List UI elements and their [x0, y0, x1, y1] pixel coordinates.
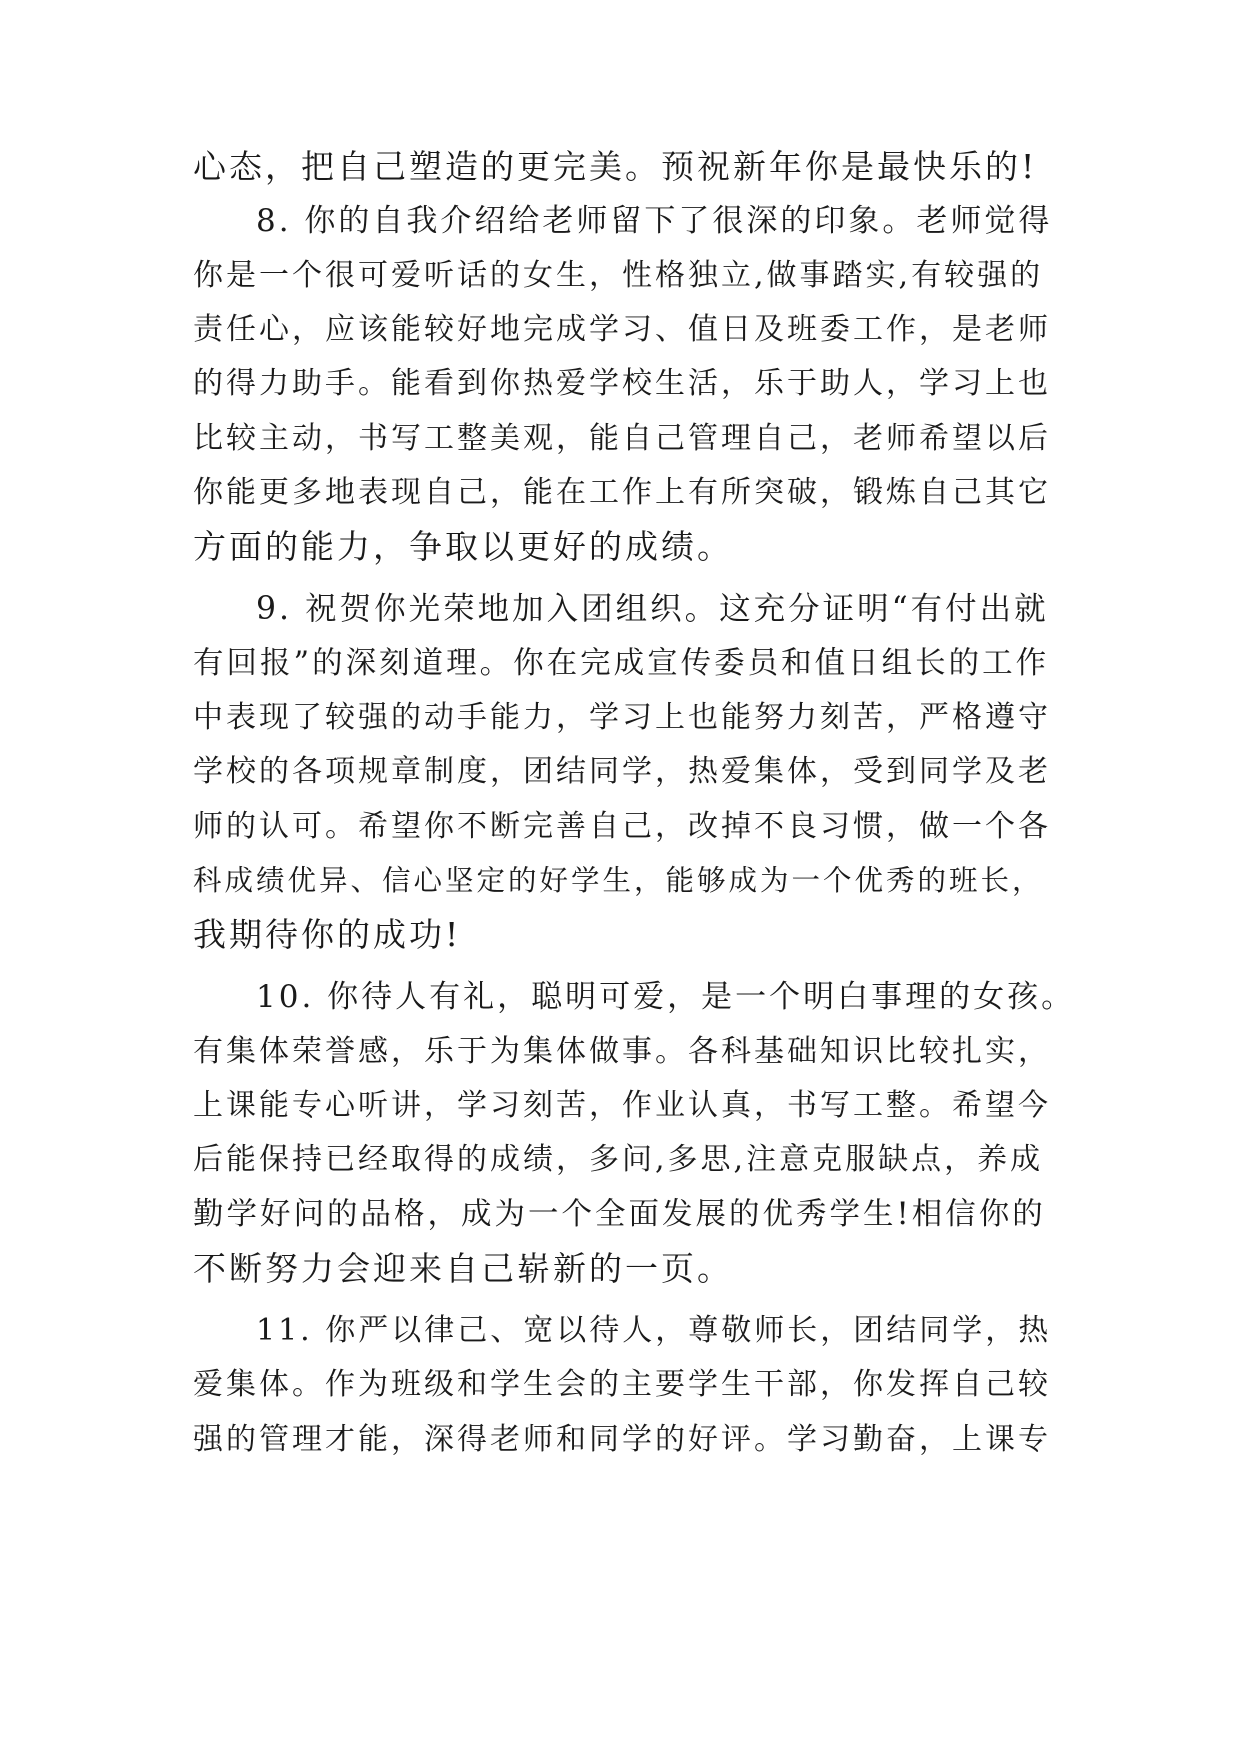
text-line: 强的管理才能，深得老师和同学的好评。学习勤奋，上课专 [193, 1422, 1051, 1457]
text-line: 勤学好问的品格，成为一个全面发展的优秀学生!相信你的 [193, 1197, 1046, 1232]
text-line: 有回报”的深刻道理。你在完成宣传委员和值日组长的工作 [193, 646, 1050, 681]
paragraph-10-start: 10. 你待人有礼，聪明可爱，是一个明白事理的女孩。 [256, 979, 1076, 1015]
text-line: 上课能专心听讲，学习刻苦，作业认真，书写工整。希望今 [193, 1088, 1051, 1123]
text-line: 方面的能力，争取以更好的成绩。 [193, 527, 733, 566]
paragraph-11-start: 11. 你严以律己、宽以待人，尊敬师长，团结同学，热 [256, 1313, 1052, 1348]
text-line: 我期待你的成功! [193, 915, 462, 954]
text-line: 科成绩优异、信心坚定的好学生，能够成为一个优秀的班长， [193, 864, 1044, 897]
text-line: 爱集体。作为班级和学生会的主要学生干部，你发挥自己较 [193, 1367, 1051, 1402]
text-line: 有集体荣誉感，乐于为集体做事。各科基础知识比较扎实， [193, 1034, 1051, 1069]
text-line: 责任心，应该能较好地完成学习、值日及班委工作，是老师 [193, 312, 1051, 347]
paragraph-8-start: 8. 你的自我介绍给老师留下了很深的印象。老师觉得 [256, 203, 1053, 239]
text-line: 心态，把自己塑造的更完美。预祝新年你是最快乐的! [193, 147, 1038, 186]
text-line: 后能保持已经取得的成绩，多问,多思,注意克服缺点，养成 [193, 1142, 1044, 1177]
paragraph-9-start: 9. 祝贺你光荣地加入团组织。这充分证明“有付出就 [256, 591, 1049, 627]
text-line: 师的认可。希望你不断完善自己，改掉不良习惯，做一个各 [193, 809, 1051, 844]
text-line: 你是一个很可爱听话的女生，性格独立,做事踏实,有较强的 [193, 258, 1044, 293]
text-line: 中表现了较强的动手能力，学习上也能努力刻苦，严格遵守 [193, 700, 1051, 735]
text-line: 比较主动，书写工整美观，能自己管理自己，老师希望以后 [193, 421, 1051, 456]
text-line: 你能更多地表现自己，能在工作上有所突破，锻炼自己其它 [193, 475, 1051, 510]
text-line: 的得力助手。能看到你热爱学校生活，乐于助人，学习上也 [193, 366, 1051, 401]
text-line: 学校的各项规章制度，团结同学，热爱集体，受到同学及老 [193, 754, 1051, 789]
text-line: 不断努力会迎来自己崭新的一页。 [193, 1249, 733, 1288]
